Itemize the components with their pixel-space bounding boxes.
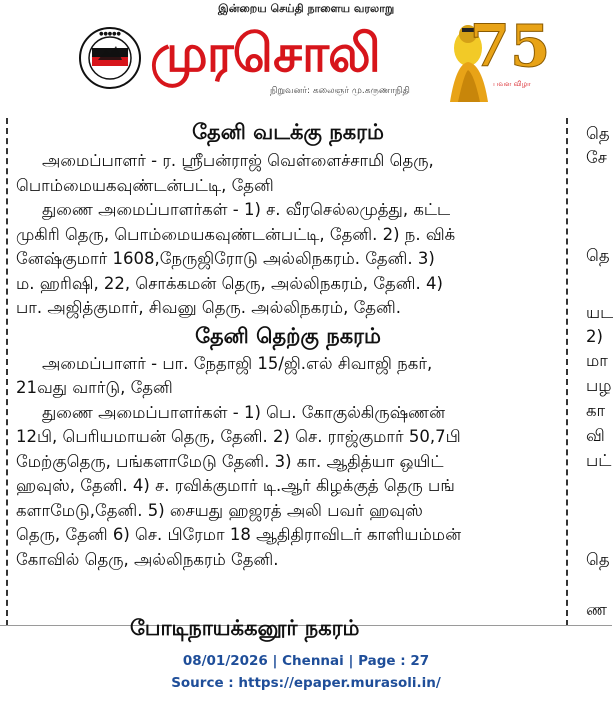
- footer-source: Source : https://epaper.murasoli.in/: [171, 675, 441, 691]
- adjacent-column-fragment: [586, 118, 612, 624]
- fragment-text: மா: [586, 351, 608, 370]
- text-line: மேற்குதெரு, பங்களாமேடு தேனி. 3) கா. ஆதித்யா ஒயிட்: [16, 451, 444, 471]
- founder-caption: நிறுவனர்: கலைஞர் மு.கருணாநிதி: [270, 86, 410, 96]
- page-footer: [0, 650, 612, 694]
- text-line: பொம்மையகவுண்டன்பட்டி, தேனி: [16, 175, 274, 195]
- masthead: [0, 0, 612, 112]
- fragment-text: சே: [586, 148, 607, 167]
- text-line: அமைப்பாளர் - ர. ஸ்ரீபன்ராஜ் வெள்ளைச்சாமி தெரு,: [42, 151, 434, 170]
- masthead-tagline: இன்றைய செய்தி நாளைய வரலாறு: [218, 2, 395, 15]
- text-line: ம. ஹரிஷி, 22, சொக்கமன் தெரு, அல்லிநகரம், தேனி. 4): [16, 273, 443, 293]
- dmk-seal-icon: [78, 26, 142, 90]
- fragment-text: கா: [586, 401, 606, 420]
- footer-date-city-page: 08/01/2026 | Chennai | Page : 27: [182, 653, 430, 669]
- newspaper-title: முரசொலி: [150, 24, 380, 84]
- anniversary-caption: பவள விழா: [493, 80, 531, 88]
- fragment-text: தெ: [586, 550, 610, 569]
- fragment-text: யட: [586, 303, 613, 322]
- text-line: துணை அமைப்பாளர்கள் - 1) பெ. கோகுல்கிருஷ்ணன்: [42, 402, 446, 422]
- fragment-text: வி: [586, 426, 605, 445]
- text-line: அமைப்பாளர் - பா. நேதாஜி 15/ஜி.எல் சிவாஜி நகர்,: [42, 353, 433, 373]
- article-column: [16, 118, 560, 572]
- text-line: கோவில் தெரு, அல்லிநகரம் தேனி.: [16, 549, 279, 569]
- text-line: ஹவுஸ், தேனி. 4) ச. ரவிக்குமார் டி.ஆர் கிழக்குத் தெரு பங்: [16, 476, 455, 495]
- organizer-paragraph-north: [16, 149, 560, 198]
- fragment-text: தெ: [586, 246, 610, 265]
- svg-text:75: 75: [469, 12, 551, 80]
- fragment-text: ண: [586, 600, 607, 619]
- anniversary-75-emblem-icon: [438, 4, 551, 108]
- deputy-organizers-paragraph-north: [16, 198, 560, 321]
- cut-heading-text: போடிநாயக்கனூர் நகரம்: [130, 616, 360, 640]
- fragment-text: தெ: [586, 124, 610, 143]
- text-line: பா. அஜித்குமார், சிவனு தெரு. அல்லிநகரம், தேனி.: [16, 298, 402, 317]
- text-line: னேஷ்குமார் 1608,நேருஜிரோடு அல்லிநகரம். தேனி. 3): [16, 249, 435, 268]
- section-heading-theni-south: தேனி தெற்கு நகரம்: [195, 323, 381, 348]
- left-dashed-rule: [6, 118, 8, 626]
- fragment-text: 2): [586, 327, 603, 346]
- column-dashed-rule: [566, 118, 568, 626]
- cut-off-section-heading: [130, 612, 460, 640]
- text-line: 12பி, பெரியமாயன் தெரு, தேனி. 2) செ. ராஜ்குமார் 50,7பி: [16, 427, 461, 446]
- svg-text:●●●●●: ●●●●●: [99, 31, 121, 37]
- text-line: 21வது வார்டு, தேனி: [16, 378, 173, 397]
- text-line: துணை அமைப்பாளர்கள் - 1) ச. வீரசெல்லமுத்து, கட்ட: [42, 200, 451, 219]
- text-line: தெரு, தேனி 6) செ. பிரேமா 18 ஆதிதிராவிடர் காளியம்மன்: [16, 525, 462, 544]
- fragment-text: பழ: [586, 376, 612, 395]
- organizer-paragraph-south: [16, 352, 560, 401]
- fragment-text: பட்: [586, 451, 612, 470]
- deputy-organizers-paragraph-south: [16, 401, 560, 573]
- text-line: களாமேடு,தேனி. 5) சையது ஹஜரத் அலி பவர் ஹவுஸ்: [16, 500, 423, 520]
- text-line: முகிரி தெரு, பொம்மையகவுண்டன்பட்டி, தேனி. 2) ந. விக்: [16, 224, 456, 244]
- section-heading-theni-north: தேனி வடக்கு நகரம்: [192, 120, 384, 144]
